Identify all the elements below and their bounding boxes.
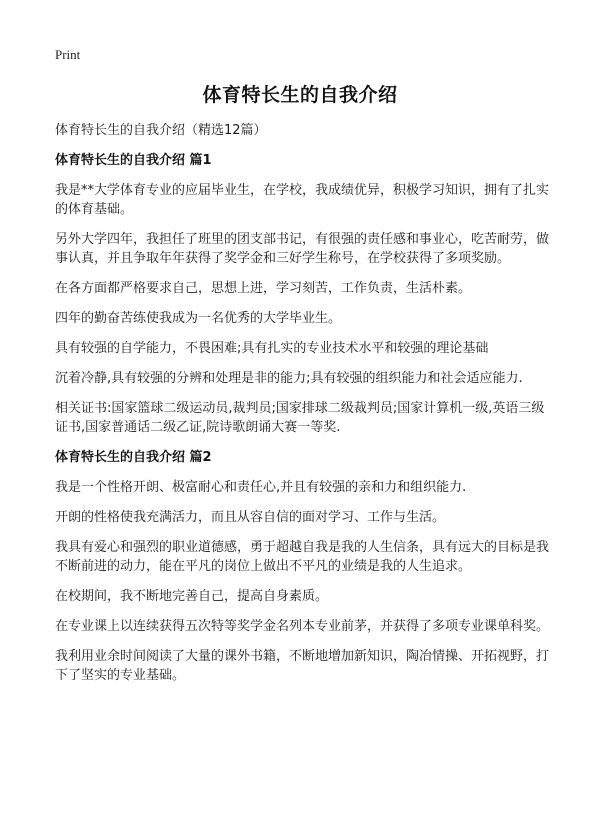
paragraph: 沉着冷静,具有较强的分辨和处理是非的能力;具有较强的组织能力和社会适应能力.	[55, 371, 523, 386]
paragraph: 在各方面都严格要求自己，思想上进，学习刻苦，工作负责，生活朴素。	[55, 281, 472, 296]
paragraph: 我利用业余时间阅读了大量的课外书籍，不断地增加新知识，陶冶情操、开拓视野，打下了坚实的专业基础。	[55, 649, 550, 683]
paragraph: 我具有爱心和强烈的职业道德感，勇于超越自我是我的人生信条，具有远大的目标是我不断前进的动力，能在平凡的岗位上做出不平凡的业绩是我的人生追求。	[55, 540, 550, 574]
paragraph: 相关证书:国家篮球二级运动员,裁判员;国家排球二级裁判员;国家计算机一级,英语三级证书,国家普通话二级乙证,院诗歌朗诵大赛一等奖.	[55, 401, 545, 435]
article-subtitle: 体育特长生的自我介绍（精选12篇）	[55, 123, 267, 138]
paragraph: 我是一个性格开朗、极富耐心和责任心,并且有较强的亲和力和组织能力.	[55, 480, 467, 495]
paragraph: 在专业课上以连续获得五次特等奖学金名列本专业前茅，并获得了多项专业课单科奖。	[55, 619, 550, 634]
print-link[interactable]: Print	[55, 47, 81, 62]
section-2	[55, 448, 550, 685]
section-heading: 体育特长生的自我介绍 篇2	[55, 450, 212, 465]
paragraph: 具有较强的自学能力，不畏困难;具有扎实的专业技术水平和较强的理论基础	[55, 341, 489, 356]
section-heading: 体育特长生的自我介绍 篇1	[55, 153, 212, 168]
paragraph: 在校期间，我不断地完善自己，提高自身素质。	[55, 589, 329, 604]
page-title: 体育特长生的自我介绍	[202, 84, 398, 106]
paragraph: 四年的勤奋苦练使我成为一名优秀的大学毕业生。	[55, 311, 342, 326]
paragraph: 另外大学四年，我担任了班里的团支部书记，有很强的责任感和事业心，吃苦耐劳，做事认真，并且争取年年获得了奖学金和三好学生称号，在学校获得了多项奖励。	[55, 232, 550, 266]
paragraph: 开朗的性格使我充满活力，而且从容自信的面对学习、工作与生活。	[55, 510, 446, 525]
paragraph: 我是**大学体育专业的应届毕业生，在学校，我成绩优异，积极学习知识，拥有了扎实的体育基础。	[55, 183, 550, 217]
section-1	[55, 151, 550, 437]
article-body	[55, 121, 550, 696]
